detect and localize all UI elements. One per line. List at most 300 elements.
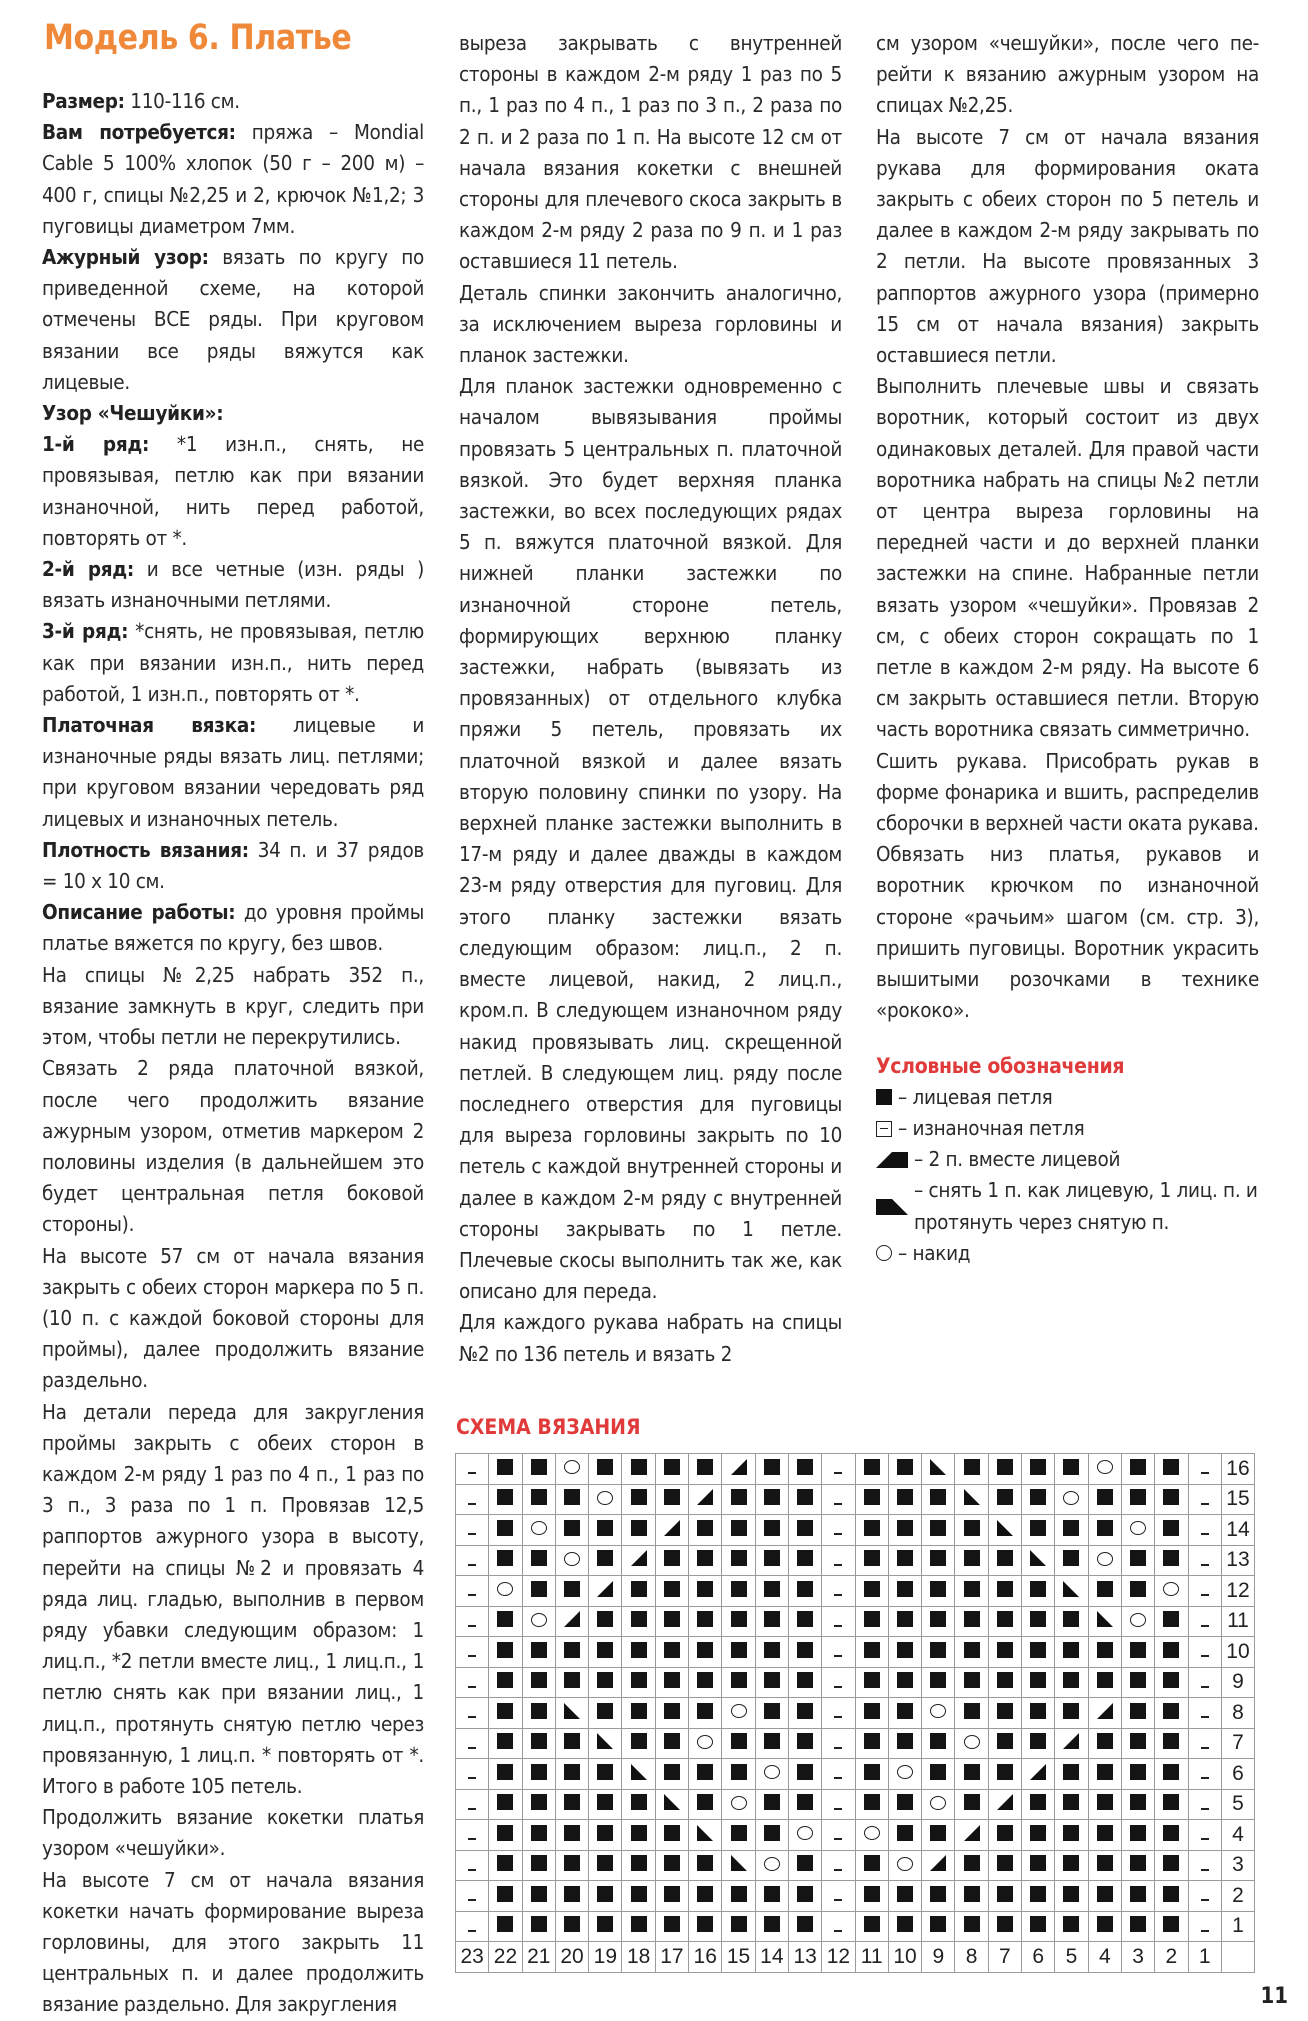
purl-stitch-icon	[1201, 1899, 1209, 1901]
chart-cell	[1188, 1698, 1221, 1729]
knit-stitch-icon	[597, 1703, 613, 1719]
knit-stitch-icon	[697, 1642, 713, 1658]
chart-cell	[955, 1667, 988, 1698]
column-number: 13	[788, 1942, 821, 1973]
knit-stitch-icon	[1097, 1764, 1113, 1780]
column-number: 10	[888, 1942, 921, 1973]
chart-cell	[1155, 1454, 1188, 1485]
chart-cell	[1121, 1789, 1154, 1820]
knit-stitch-icon	[997, 1703, 1013, 1719]
ssk-icon	[631, 1764, 647, 1780]
chart-cell	[1188, 1545, 1221, 1576]
chart-cell	[988, 1698, 1021, 1729]
column-number: 21	[522, 1942, 555, 1973]
chart-cell	[1022, 1515, 1055, 1546]
chart-cell	[888, 1850, 921, 1881]
chart-cell	[689, 1637, 722, 1668]
chart-cell	[1088, 1698, 1121, 1729]
chart-cell	[1188, 1515, 1221, 1546]
knit-stitch-icon	[531, 1672, 547, 1688]
paragraph	[42, 1397, 424, 1803]
chart-cell	[1121, 1454, 1154, 1485]
knit-stitch-icon	[997, 1672, 1013, 1688]
yarn-over-icon	[930, 1704, 946, 1718]
knit-stitch-icon	[1097, 1825, 1113, 1841]
knit-stitch-icon	[1163, 1672, 1179, 1688]
knit-stitch-icon	[1063, 1703, 1079, 1719]
knit-stitch-icon	[564, 1672, 580, 1688]
knit-stitch-icon	[531, 1459, 547, 1475]
chart-cell	[788, 1820, 821, 1851]
chart-cell	[988, 1515, 1021, 1546]
knit-stitch-icon	[564, 1489, 580, 1505]
knit-stitch-icon	[764, 1916, 780, 1932]
chart-cell	[589, 1881, 622, 1912]
knit-stitch-icon	[1030, 1672, 1046, 1688]
chart-cell	[689, 1698, 722, 1729]
knit-stitch-icon	[1030, 1855, 1046, 1871]
chart-row	[456, 1454, 1255, 1485]
paragraph: Для планок застежки одновременно с началом вывязывания проймы провязать 5 центральных п. платочной вязкой. Это будет верхняя планка застежки, во всех последующих рядах 5 п. вяжутся платочной вязкой. Для нижней планки застежки по изнаночной стороне петель, формирующих верхнюю планку застежки, набрать (вывязать из провязанных) от отдельного клубка пряжи 5 петель, провязать их платочной вязкой и далее вязать вторую половину спинки по узору. На верхней планке застежки выполнить в 17-м ряду и далее дважды в каждом 23-м ряду отверстия для пуговиц. Для этого планку застежки вязать следующим образом: лиц.п., 2 п. вместе лицевой, накид, 2 лиц.п., кром.п. В следующем изнаночном ряду накид провязывать лиц. скрещенной петлей. В следующем лиц. ряду после последнего отверстия для пуговицы для выреза горловины закрыть по 10 петель с каждой внутренней стороны и далее в каждом 2-м ряду с внутренней стороны закрывать по 1 петле. Плечевые скосы выполнить так же, как описано для переда.	[459, 374, 842, 1304]
chart-cell	[555, 1576, 588, 1607]
chart-cell	[988, 1454, 1021, 1485]
chart-cell	[655, 1911, 688, 1942]
knit-stitch-icon	[864, 1611, 880, 1627]
knit-stitch-icon	[764, 1733, 780, 1749]
knit-stitch-icon	[531, 1550, 547, 1566]
chart-cell	[655, 1881, 688, 1912]
chart-cell	[456, 1515, 489, 1546]
knit-stitch-icon	[731, 1764, 747, 1780]
knit-stitch-icon	[930, 1642, 946, 1658]
chart-cell	[955, 1728, 988, 1759]
paragraph-text: и все четные (изн. ряды ) вязать изнаночными петлями.	[42, 557, 425, 613]
chart-cell	[855, 1484, 888, 1515]
chart-cell	[589, 1606, 622, 1637]
chart-cell	[689, 1850, 722, 1881]
chart-cell	[589, 1576, 622, 1607]
knit-stitch-icon	[764, 1459, 780, 1475]
corner-cell	[1221, 1942, 1254, 1973]
chart-cell	[456, 1606, 489, 1637]
legend-item	[876, 1238, 1259, 1269]
knit-stitch-icon	[631, 1855, 647, 1871]
chart-cell	[988, 1911, 1021, 1942]
paragraph	[42, 242, 424, 398]
chart-cell	[822, 1454, 855, 1485]
chart-cell	[1022, 1454, 1055, 1485]
chart-cell	[922, 1820, 955, 1851]
chart-cell	[589, 1911, 622, 1942]
ssk-icon	[997, 1520, 1013, 1536]
chart-cell	[888, 1515, 921, 1546]
chart-cell	[1088, 1454, 1121, 1485]
chart-cell	[1188, 1789, 1221, 1820]
knit-stitch-icon	[797, 1642, 813, 1658]
chart-cell	[1022, 1911, 1055, 1942]
knit-stitch-icon	[930, 1886, 946, 1902]
column-number: 8	[955, 1942, 988, 1973]
knit-stitch-icon	[564, 1916, 580, 1932]
chart-cell	[955, 1850, 988, 1881]
chart-cell	[1188, 1484, 1221, 1515]
chart-cell	[1188, 1850, 1221, 1881]
row-number: 16	[1221, 1454, 1254, 1485]
chart-cell	[822, 1637, 855, 1668]
knit-stitch-icon	[731, 1672, 747, 1688]
chart-cell	[822, 1545, 855, 1576]
chart-cell	[855, 1576, 888, 1607]
knit-stitch-icon	[1163, 1855, 1179, 1871]
ssk-icon	[1063, 1581, 1079, 1597]
yarn-over-icon	[797, 1826, 813, 1840]
knit-stitch-icon	[797, 1703, 813, 1719]
chart-cell	[489, 1789, 522, 1820]
purl-stitch-icon	[834, 1869, 842, 1871]
knit-stitch-icon	[697, 1886, 713, 1902]
column-2	[459, 28, 842, 1370]
chart-cell	[922, 1667, 955, 1698]
ssk-icon	[697, 1825, 713, 1841]
chart-cell	[1022, 1698, 1055, 1729]
knit-stitch-icon	[997, 1733, 1013, 1749]
knit-stitch-icon	[564, 1855, 580, 1871]
chart-cell	[922, 1789, 955, 1820]
chart-cell	[722, 1728, 755, 1759]
column-number-row	[456, 1942, 1255, 1973]
chart-row	[456, 1759, 1255, 1790]
knit-stitch-icon	[497, 1520, 513, 1536]
chart-cell	[589, 1698, 622, 1729]
chart-cell	[888, 1454, 921, 1485]
chart-cell	[922, 1484, 955, 1515]
knit-stitch-icon	[597, 1520, 613, 1536]
chart-cell	[489, 1850, 522, 1881]
ssk-icon	[731, 1855, 747, 1871]
chart-cell	[755, 1637, 788, 1668]
knit-stitch-icon	[697, 1764, 713, 1780]
paragraph-text: до уровня проймы платье вяжется по кругу, без швов.	[42, 900, 424, 956]
chart-cell	[855, 1759, 888, 1790]
knit-stitch-icon	[1130, 1550, 1146, 1566]
knit-stitch-icon	[764, 1489, 780, 1505]
chart-cell	[589, 1515, 622, 1546]
row-number: 8	[1221, 1698, 1254, 1729]
chart-cell	[456, 1789, 489, 1820]
chart-cell	[1055, 1667, 1088, 1698]
chart-cell	[888, 1728, 921, 1759]
column-number: 11	[855, 1942, 888, 1973]
knit-stitch-icon	[964, 1916, 980, 1932]
chart-cell	[555, 1698, 588, 1729]
chart-cell	[1121, 1820, 1154, 1851]
chart-cell	[655, 1576, 688, 1607]
chart-cell	[522, 1545, 555, 1576]
knit-stitch-icon	[997, 1611, 1013, 1627]
chart-cell	[489, 1881, 522, 1912]
knit-stitch-icon	[664, 1825, 680, 1841]
k2tog-icon	[1030, 1764, 1046, 1780]
chart-cell	[988, 1850, 1021, 1881]
knit-stitch-icon	[1097, 1672, 1113, 1688]
chart-cell	[522, 1606, 555, 1637]
chart-cell	[1088, 1637, 1121, 1668]
chart-cell	[755, 1667, 788, 1698]
yarn-over-icon	[731, 1796, 747, 1810]
chart-cell	[689, 1667, 722, 1698]
chart-cell	[855, 1850, 888, 1881]
yarn-over-icon	[1063, 1491, 1079, 1505]
knit-stitch-icon	[764, 1886, 780, 1902]
yarn-over-icon	[897, 1765, 913, 1779]
knit-stitch-icon	[864, 1886, 880, 1902]
chart-cell	[1055, 1759, 1088, 1790]
chart-cell	[722, 1820, 755, 1851]
chart-cell	[922, 1606, 955, 1637]
knit-stitch-icon	[1097, 1520, 1113, 1536]
purl-stitch-icon	[834, 1686, 842, 1688]
knit-stitch-icon	[897, 1611, 913, 1627]
knit-stitch-icon	[497, 1642, 513, 1658]
column-number: 4	[1088, 1942, 1121, 1973]
chart-cell	[1055, 1820, 1088, 1851]
purl-stitch-icon	[834, 1838, 842, 1840]
chart-cell	[1155, 1637, 1188, 1668]
chart-cell	[1155, 1850, 1188, 1881]
legend-text: – накид	[898, 1240, 971, 1265]
row-number: 7	[1221, 1728, 1254, 1759]
chart-cell	[655, 1545, 688, 1576]
chart-cell	[655, 1454, 688, 1485]
knit-stitch-icon	[897, 1459, 913, 1475]
chart-cell	[755, 1911, 788, 1942]
knit-stitch-icon	[597, 1855, 613, 1871]
knit-stitch-icon	[964, 1886, 980, 1902]
yarn-over-icon	[531, 1521, 547, 1535]
chart-cell	[788, 1911, 821, 1942]
chart-cell	[589, 1728, 622, 1759]
knit-stitch-icon	[930, 1825, 946, 1841]
chart-cell	[1121, 1698, 1154, 1729]
paragraph-label: Ажурный узор:	[42, 245, 209, 270]
paragraph-label: 1-й ряд:	[42, 432, 150, 457]
row-number: 6	[1221, 1759, 1254, 1790]
chart-cell	[722, 1789, 755, 1820]
purl-stitch-icon	[1201, 1625, 1209, 1627]
chart-cell	[522, 1789, 555, 1820]
page-number: 11	[1260, 1984, 1288, 2009]
chart-cell	[988, 1820, 1021, 1851]
chart-cell	[822, 1515, 855, 1546]
chart-cell	[855, 1789, 888, 1820]
knit-stitch-icon	[564, 1581, 580, 1597]
chart-cell	[822, 1881, 855, 1912]
chart-cell	[1155, 1698, 1188, 1729]
knit-stitch-icon	[731, 1611, 747, 1627]
chart-cell	[456, 1759, 489, 1790]
yarn-over-icon	[864, 1826, 880, 1840]
paragraph	[42, 554, 424, 616]
knit-stitch-icon	[731, 1916, 747, 1932]
ssk-triangle-icon	[876, 1199, 908, 1215]
chart-cell	[1155, 1728, 1188, 1759]
row-number: 15	[1221, 1484, 1254, 1515]
chart-cell	[1022, 1606, 1055, 1637]
knit-stitch-icon	[531, 1733, 547, 1749]
knit-stitch-icon	[964, 1459, 980, 1475]
chart-cell	[855, 1454, 888, 1485]
chart-cell	[988, 1789, 1021, 1820]
chart-cell	[1055, 1545, 1088, 1576]
chart-cell	[1188, 1820, 1221, 1851]
chart-cell	[888, 1698, 921, 1729]
chart-cell	[655, 1667, 688, 1698]
knit-stitch-icon	[797, 1672, 813, 1688]
knit-stitch-icon	[731, 1489, 747, 1505]
chart-cell	[622, 1759, 655, 1790]
chart-cell	[822, 1850, 855, 1881]
purl-stitch-icon	[1201, 1747, 1209, 1749]
paragraph	[42, 616, 424, 710]
knit-stitch-icon	[997, 1459, 1013, 1475]
knit-stitch-icon	[497, 1489, 513, 1505]
knit-stitch-icon	[1130, 1733, 1146, 1749]
chart-cell	[456, 1637, 489, 1668]
paragraph	[42, 710, 424, 835]
knit-stitch-icon	[964, 1764, 980, 1780]
knit-stitch-icon	[531, 1825, 547, 1841]
chart-cell	[822, 1728, 855, 1759]
chart-cell	[988, 1545, 1021, 1576]
purl-stitch-icon	[468, 1899, 476, 1901]
purl-stitch-icon	[468, 1625, 476, 1627]
chart-cell	[589, 1667, 622, 1698]
paragraph	[42, 1865, 424, 2021]
chart-row	[456, 1911, 1255, 1942]
column-number: 2	[1155, 1942, 1188, 1973]
chart-cell	[722, 1515, 755, 1546]
chart-cell	[1055, 1850, 1088, 1881]
knit-stitch-icon	[764, 1703, 780, 1719]
column-number: 20	[555, 1942, 588, 1973]
knit-stitch-icon	[664, 1764, 680, 1780]
paragraph	[42, 1802, 424, 1864]
knit-stitch-icon	[997, 1855, 1013, 1871]
chart-cell	[788, 1759, 821, 1790]
purl-stitch-icon	[468, 1594, 476, 1596]
knit-stitch-icon	[631, 1794, 647, 1810]
paragraph-text: На высоте 57 см от начала вязания закрыть с обеих сторон маркера по 5 п. (10 п. с каждой боковой стороны для проймы), далее продолжить вязание раздельно.	[42, 1243, 424, 1393]
knit-stitch-icon	[1163, 1489, 1179, 1505]
chart-cell	[888, 1911, 921, 1942]
chart-cell	[456, 1698, 489, 1729]
yarn-over-icon	[964, 1735, 980, 1749]
chart-cell	[1121, 1850, 1154, 1881]
purl-stitch-icon	[468, 1564, 476, 1566]
chart-cell	[922, 1637, 955, 1668]
chart-cell	[489, 1545, 522, 1576]
knit-stitch-icon	[930, 1550, 946, 1566]
chart-cell	[1022, 1820, 1055, 1851]
paragraph	[42, 429, 424, 554]
knit-stitch-icon	[930, 1581, 946, 1597]
knit-stitch-icon	[631, 1459, 647, 1475]
chart-cell	[689, 1484, 722, 1515]
column-number: 16	[689, 1942, 722, 1973]
chart-cell	[988, 1667, 1021, 1698]
chart-cell	[622, 1789, 655, 1820]
paragraph	[42, 86, 424, 117]
knit-stitch-icon	[531, 1764, 547, 1780]
chart-cell	[622, 1698, 655, 1729]
chart-cell	[456, 1454, 489, 1485]
paragraph	[42, 835, 424, 897]
purl-stitch-icon	[1201, 1808, 1209, 1810]
ssk-icon	[664, 1794, 680, 1810]
chart-cell	[922, 1728, 955, 1759]
knit-stitch-icon	[731, 1642, 747, 1658]
chart-cell	[1055, 1789, 1088, 1820]
knit-stitch-icon	[964, 1520, 980, 1536]
paragraph	[42, 398, 424, 429]
chart-cell	[589, 1789, 622, 1820]
k2tog-icon	[697, 1489, 713, 1505]
knit-stitch-icon	[664, 1855, 680, 1871]
chart-row	[456, 1850, 1255, 1881]
knit-stitch-icon	[497, 1825, 513, 1841]
chart-cell	[855, 1881, 888, 1912]
knit-stitch-icon	[1130, 1489, 1146, 1505]
knit-stitch-icon	[597, 1642, 613, 1658]
paragraph-text: 110-116 см.	[124, 89, 240, 113]
chart-cell	[788, 1881, 821, 1912]
chart-cell	[722, 1637, 755, 1668]
yarn-over-icon	[564, 1460, 580, 1474]
chart-cell	[755, 1728, 788, 1759]
column-3	[876, 28, 1259, 1269]
chart-cell	[589, 1850, 622, 1881]
chart-cell	[589, 1484, 622, 1515]
ssk-icon	[597, 1733, 613, 1749]
paragraph	[42, 960, 424, 1054]
chart-cell	[955, 1545, 988, 1576]
chart-cell	[1055, 1454, 1088, 1485]
knit-stitch-icon	[564, 1733, 580, 1749]
knit-stitch-icon	[1130, 1855, 1146, 1871]
knit-stitch-icon	[797, 1489, 813, 1505]
purl-stitch-icon	[834, 1472, 842, 1474]
chart-cell	[755, 1545, 788, 1576]
chart-cell	[522, 1454, 555, 1485]
chart-cell	[456, 1850, 489, 1881]
purl-stitch-icon	[1201, 1716, 1209, 1718]
chart-cell	[855, 1637, 888, 1668]
chart-cell	[622, 1911, 655, 1942]
knit-stitch-icon	[597, 1550, 613, 1566]
chart-cell	[1088, 1515, 1121, 1546]
knit-stitch-icon	[564, 1794, 580, 1810]
chart-cell	[489, 1515, 522, 1546]
chart-cell	[955, 1637, 988, 1668]
k2tog-icon	[930, 1855, 946, 1871]
chart-cell	[1088, 1484, 1121, 1515]
chart-cell	[788, 1789, 821, 1820]
purl-stitch-icon	[1201, 1594, 1209, 1596]
knit-stitch-icon	[531, 1642, 547, 1658]
chart-cell	[622, 1820, 655, 1851]
knit-stitch-icon	[597, 1825, 613, 1841]
knit-stitch-icon	[597, 1764, 613, 1780]
